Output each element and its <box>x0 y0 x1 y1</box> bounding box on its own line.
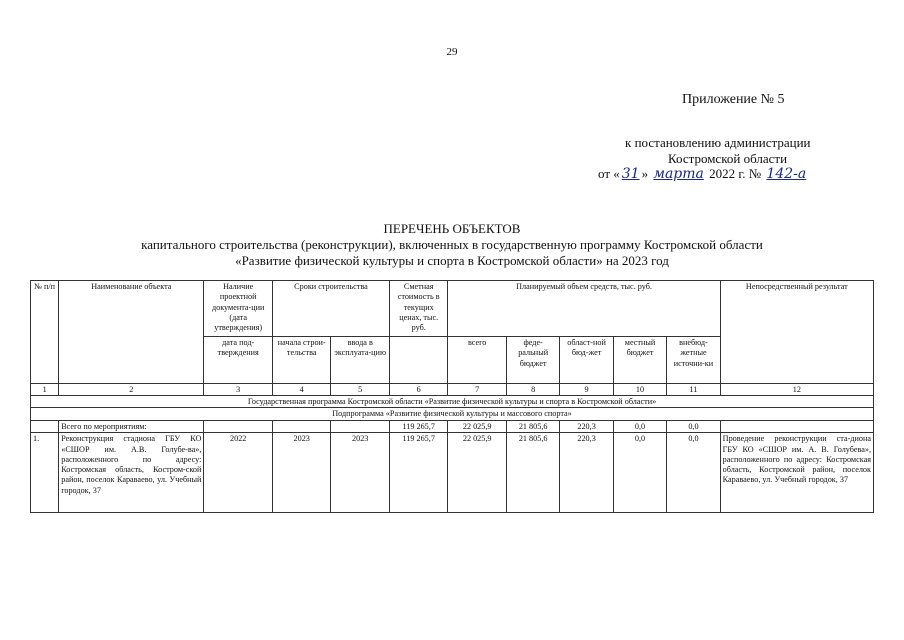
row-docs-date: 2022 <box>204 433 273 513</box>
header-extra: внебюд-жетные источни-ки <box>667 337 720 384</box>
column-number: 11 <box>667 384 720 396</box>
total-local: 0,0 <box>613 420 666 432</box>
header-terms: Сроки строительства <box>272 281 389 337</box>
column-number: 3 <box>204 384 273 396</box>
column-number-row <box>31 384 874 396</box>
total-docs-blank <box>204 420 273 432</box>
total-cost: 119 265,7 <box>389 420 447 432</box>
row-start: 2023 <box>272 433 330 513</box>
objects-table <box>30 280 874 513</box>
total-commission-blank <box>331 420 390 432</box>
header-planned: Планируемый объем средств, тыс. руб. <box>448 281 720 337</box>
row-commission: 2023 <box>331 433 390 513</box>
header-docs-date: дата под-тверждения <box>204 337 273 384</box>
total-extra: 0,0 <box>667 420 720 432</box>
header-commission: ввода в эксплуата-цию <box>331 337 390 384</box>
row-result: Проведение реконструкции ста-диона ГБУ КО «СШОР им. А. В. Голубева», расположенного по адресу: Костромская область, Костромской район, поселок Караваево, ул. Учебный городок, 37 <box>720 433 873 513</box>
header-docs: Наличие проектной документа-ции (дата утверждения) <box>204 281 273 337</box>
resolution-date-line <box>598 166 808 182</box>
header-row-1 <box>31 281 874 337</box>
column-number: 8 <box>506 384 559 396</box>
document-subtitle-2: «Развитие физической культуры и спорта в Костромской области» на 2023 год <box>235 253 669 268</box>
header-regional: област-ной бюд-жет <box>560 337 613 384</box>
region-label: Костромской области <box>668 151 788 166</box>
total-federal: 21 805,6 <box>506 420 559 432</box>
program-row <box>31 396 874 408</box>
total-regional: 220,3 <box>560 420 613 432</box>
column-number: 7 <box>448 384 506 396</box>
column-number: 12 <box>720 384 873 396</box>
date-mid-2: 2022 г. № <box>705 166 765 181</box>
handwritten-month: марта <box>653 166 704 182</box>
subprogram-title: Подпрограмма «Развитие физической культуры и массового спорта» <box>31 408 874 420</box>
column-number: 4 <box>272 384 330 396</box>
resolution-label: к постановлению администрации <box>625 135 811 150</box>
row-cost: 119 265,7 <box>389 433 447 513</box>
row-num: 1. <box>31 433 59 513</box>
document-title: ПЕРЕЧЕНЬ ОБЪЕКТОВ <box>383 221 521 236</box>
header-num: № п/п <box>31 281 59 384</box>
column-number: 9 <box>560 384 613 396</box>
total-label: Всего по мероприятиям: <box>59 420 204 432</box>
handwritten-number: 142-а <box>766 166 807 182</box>
row-extra: 0,0 <box>667 433 720 513</box>
header-cost-blank <box>389 337 447 384</box>
date-mid-1: » <box>641 166 652 181</box>
total-num-blank <box>31 420 59 432</box>
subprogram-row <box>31 408 874 420</box>
header-cost: Сметная стоимость в текущих ценах, тыс. руб. <box>389 281 447 337</box>
total-total: 22 025,9 <box>448 420 506 432</box>
row-total: 22 025,9 <box>448 433 506 513</box>
total-start-blank <box>272 420 330 432</box>
handwritten-day: 31 <box>621 166 640 182</box>
column-number: 6 <box>389 384 447 396</box>
column-number: 1 <box>31 384 59 396</box>
header-federal: феде-ральный бюджет <box>506 337 559 384</box>
appendix-label: Приложение № 5 <box>682 92 785 107</box>
header-local: местный бюджет <box>613 337 666 384</box>
row-federal: 21 805,6 <box>506 433 559 513</box>
header-result: Непосредственный результат <box>720 281 873 384</box>
page-number: 29 <box>446 46 458 58</box>
row-regional: 220,3 <box>560 433 613 513</box>
header-start: начала строи-тельства <box>272 337 330 384</box>
date-prefix: от « <box>598 166 620 181</box>
program-title: Государственная программа Костромской области «Развитие физической культуры и спорта в Костромской области» <box>31 396 874 408</box>
column-number: 10 <box>613 384 666 396</box>
column-number: 2 <box>59 384 204 396</box>
header-name: Наименование объекта <box>59 281 204 384</box>
column-number: 5 <box>331 384 390 396</box>
document-subtitle-1: капитального строительства (реконструкции), включенных в государственную программу Костромской области <box>141 237 763 252</box>
header-total: всего <box>448 337 506 384</box>
total-row <box>31 420 874 432</box>
table-row <box>31 433 874 513</box>
row-local: 0,0 <box>613 433 666 513</box>
total-result-blank <box>720 420 873 432</box>
row-name: Реконструкция стадиона ГБУ КО «СШОР им. А.В. Голубе-ва», расположенного по адресу: Костромская область, Костром-ской район, поселок Караваево, ул. Учебный городок, 37 <box>59 433 204 513</box>
